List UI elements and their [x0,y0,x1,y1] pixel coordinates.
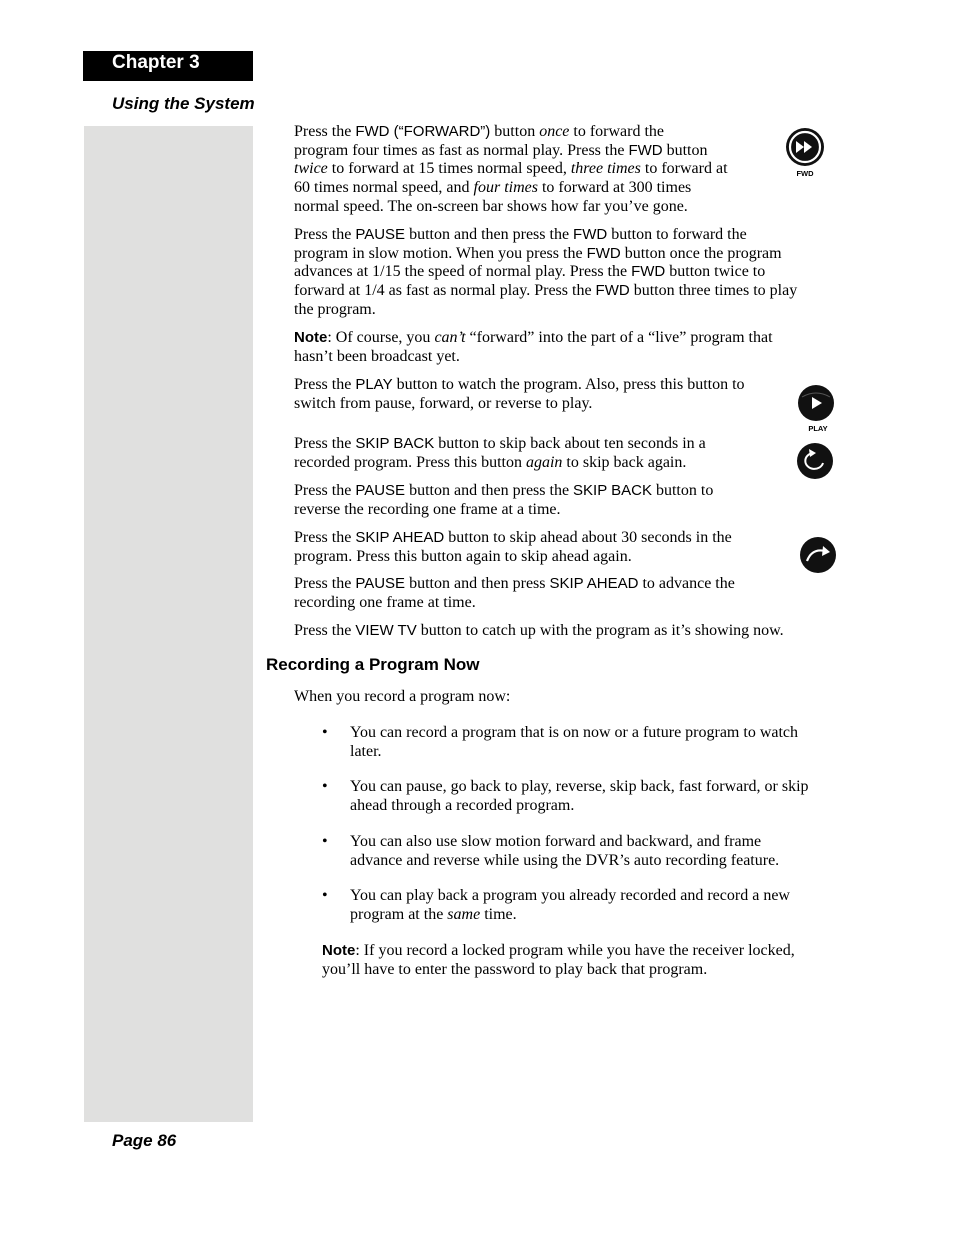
recording-intro: When you record a program now: [294,688,511,705]
fwd-paragraph: Press the FWD (“FORWARD”) button once to forward the program four times as fast as normal play. Press the FWD button twice to forward at 15 times normal speed, three times to forward at 60 times normal speed, and four times to forward at 300 times normal speed. The on-screen bar shows how far you’ve gone. [294,123,728,215]
fwd-icon-caption: FWD [796,169,814,178]
note-locked-program: Note: If you record a locked program while you have the receiver locked, you’ll have to enter the password to play back that program. [322,942,795,978]
fast-forward-icon [784,127,828,169]
section-title: Using the System [112,94,255,113]
pause-skip-back-paragraph: Press the PAUSE button and then press the SKIP BACK button to reverse the recording one frame at a time. [294,482,714,518]
bullet-marker: • [322,887,328,904]
skip-ahead-icon [798,535,838,575]
list-item: You can play back a program you already recorded and record a new program at the same time. [350,887,790,923]
bullet-marker: • [322,724,328,741]
chapter-label: Chapter 3 [83,51,253,81]
bullet-marker: • [322,778,328,795]
list-item: You can pause, go back to play, reverse, skip back, fast forward, or skip ahead through a recorded program. [350,778,809,814]
bullet-marker: • [322,833,328,850]
note-live-program: Note: Of course, you can’t “forward” into the part of a “live” program that hasn’t been broadcast yet. [294,329,773,365]
list-item: You can record a program that is on now or a future program to watch later. [350,724,799,760]
skip-back-icon [795,441,835,481]
slow-motion-paragraph: Press the PAUSE button and then press the FWD button to forward the program in slow motion. When you press the FWD button once the program advances at 1/15 the speed of normal play. Press the FWD button twice to forward at 1/4 as fast as normal play. Press the FWD button three times to play the program. [294,226,798,318]
skip-back-paragraph: Press the SKIP BACK button to skip back about ten seconds in a recorded program. Press this button again to skip back again. [294,435,706,471]
play-icon [796,383,836,423]
view-tv-paragraph: Press the VIEW TV button to catch up with the program as it’s showing now. [294,622,784,639]
page-number: Page 86 [112,1131,177,1150]
margin-sidebar [84,126,253,1122]
play-icon-caption: PLAY [808,424,828,433]
list-item: You can also use slow motion forward and backward, and frame advance and reverse while using the DVR’s auto recording feature. [350,833,780,869]
recording-heading: Recording a Program Now [266,655,480,674]
skip-ahead-paragraph: Press the SKIP AHEAD button to skip ahead about 30 seconds in the program. Press this button again to skip ahead again. [294,529,732,565]
pause-skip-ahead-paragraph: Press the PAUSE button and then press SKIP AHEAD to advance the recording one frame at time. [294,575,735,611]
play-paragraph: Press the PLAY button to watch the program. Also, press this button to switch from pause, forward, or reverse to play. [294,376,745,412]
